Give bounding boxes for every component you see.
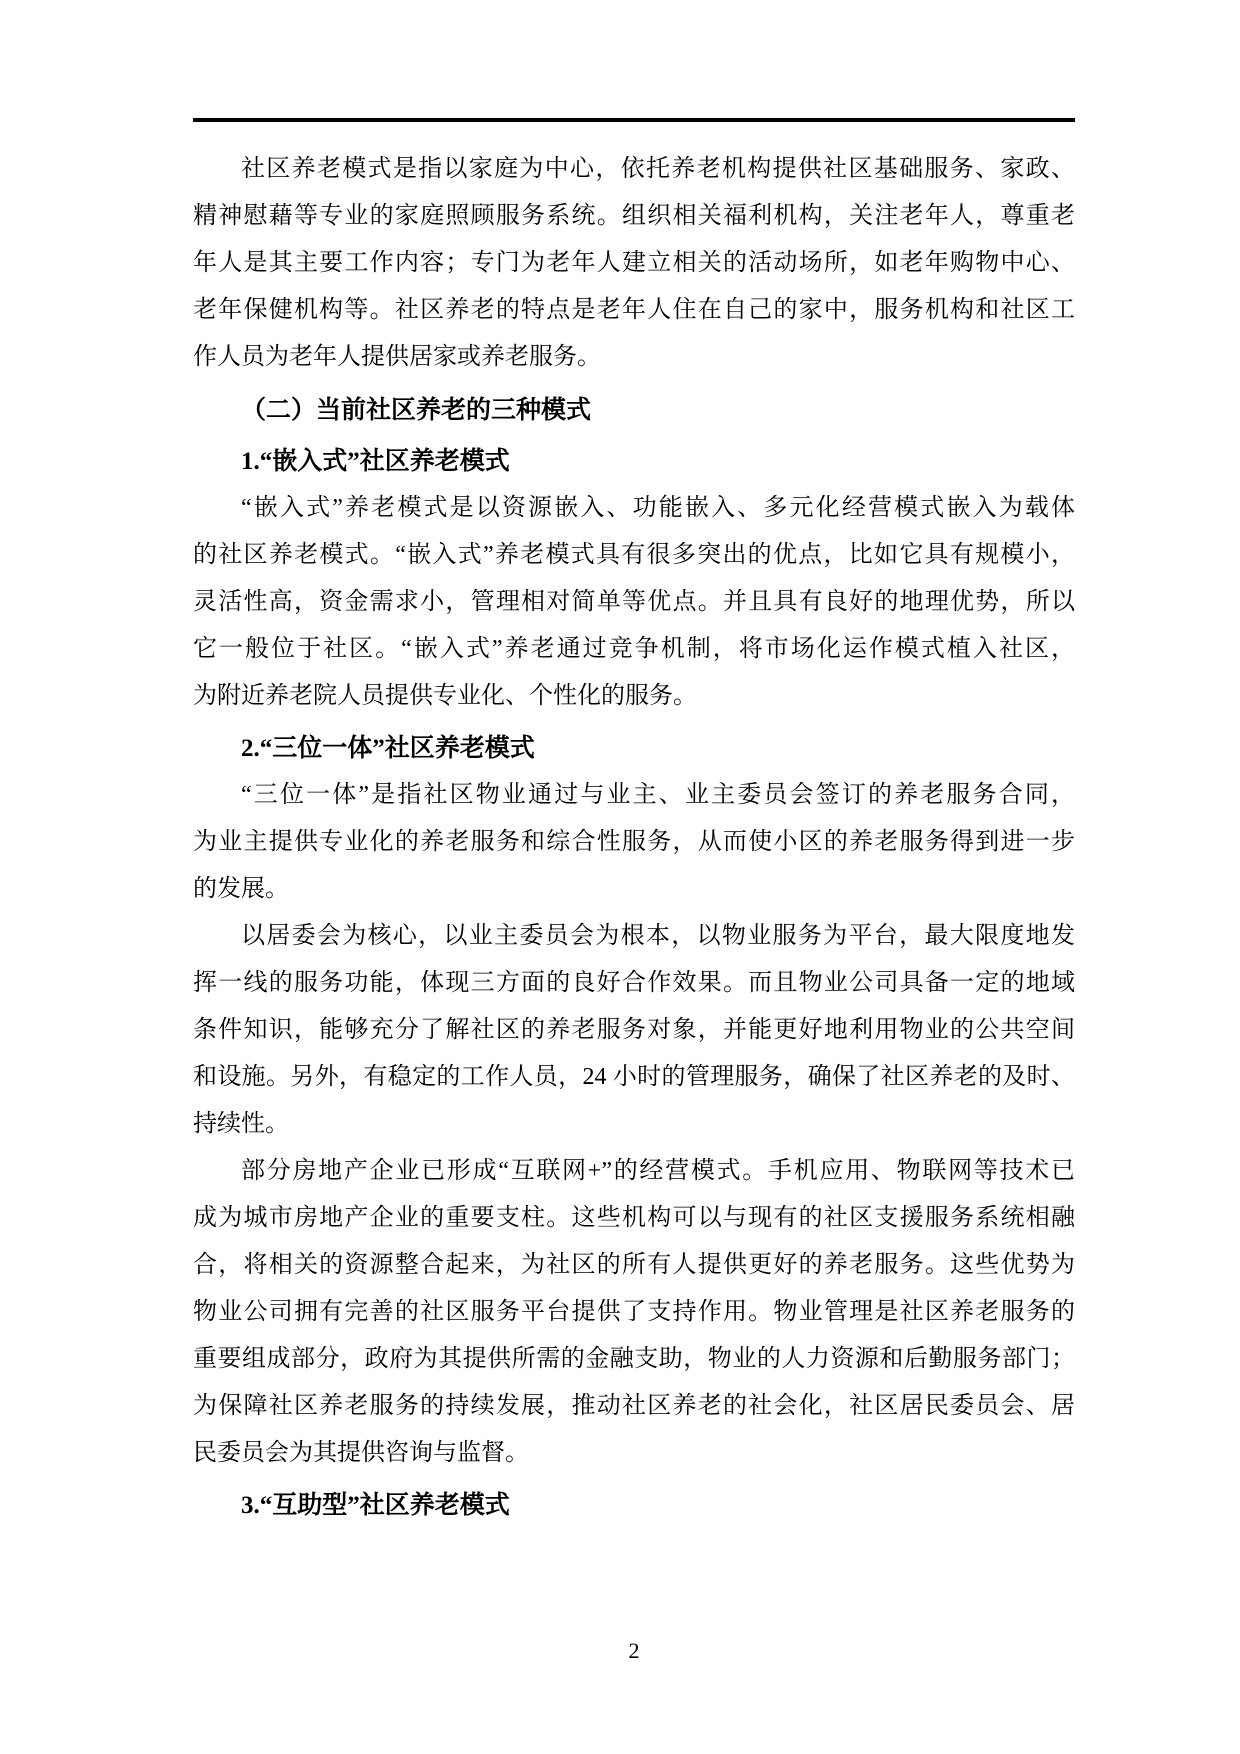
text-line: 持续性。 [193,1111,289,1137]
text-line: 合，将相关的资源整合起来，为社区的所有人提供更好的养老服务。这些优势为 [193,1252,1075,1278]
text-line: 的社区养老模式。“嵌入式”养老模式具有很多突出的优点，比如它具有规模小， [193,542,1075,568]
text-line: 年人是其主要工作内容；专门为老年人建立相关的活动场所，如老年购物中心、 [193,250,1075,276]
subsection-heading: 2.“三位一体”社区养老模式 [241,735,535,762]
text-line: 精神慰藉等专业的家庭照顾服务系统。组织相关福利机构，关注老年人，尊重老 [193,203,1075,229]
document-body [193,146,1075,1529]
text-line: 灵活性高，资金需求小，管理相对简单等优点。并且具有良好的地理优势，所以 [193,589,1075,615]
text-line: 为业主提供专业化的养老服务和综合性服务，从而使小区的养老服务得到进一步 [193,829,1075,855]
page-number: 2 [628,1638,640,1663]
text-line: 重要组成部分，政府为其提供所需的金融支助，物业的人力资源和后勤服务部门； [193,1346,1075,1372]
header-rule [193,118,1075,122]
text-line: 的发展。 [193,876,289,902]
text-line: 老年保健机构等。社区养老的特点是老年人住在自己的家中，服务机构和社区工 [193,297,1075,323]
text-line: 和设施。另外，有稳定的工作人员，24 小时的管理服务，确保了社区养老的及时、 [193,1064,1075,1090]
text-line: 成为城市房地产企业的重要支柱。这些机构可以与现有的社区支援服务系统相融 [193,1205,1075,1231]
text-line: 为附近养老院人员提供专业化、个性化的服务。 [193,683,697,709]
subsection-heading: 3.“互助型”社区养老模式 [241,1492,510,1519]
text-line: 以居委会为核心，以业主委员会为根本，以物业服务为平台，最大限度地发 [241,923,1075,949]
text-line: 条件知识，能够充分了解社区的养老服务对象，并能更好地利用物业的公共空间 [193,1017,1075,1043]
text-line: 物业公司拥有完善的社区服务平台提供了支持作用。物业管理是社区养老服务的 [193,1299,1075,1325]
text-line: 民委员会为其提供咨询与监督。 [193,1440,529,1466]
text-line: 挥一线的服务功能，体现三方面的良好合作效果。而且物业公司具备一定的地域 [193,970,1075,996]
section-heading: （二）当前社区养老的三种模式 [241,395,592,424]
text-line: 为保障社区养老服务的持续发展，推动社区养老的社会化，社区居民委员会、居 [193,1393,1075,1419]
text-line: 部分房地产企业已形成“互联网+”的经营模式。手机应用、物联网等技术已 [241,1158,1075,1184]
text-line: 它一般位于社区。“嵌入式”养老通过竞争机制，将市场化运作模式植入社区， [193,636,1075,662]
text-line: “嵌入式”养老模式是以资源嵌入、功能嵌入、多元化经营模式嵌入为载体 [241,495,1075,521]
text-line: “三位一体”是指社区物业通过与业主、业主委员会签订的养老服务合同， [241,782,1075,808]
text-line: 社区养老模式是指以家庭为中心，依托养老机构提供社区基础服务、家政、 [241,156,1075,182]
text-line: 作人员为老年人提供居家或养老服务。 [193,344,601,370]
subsection-heading: 1.“嵌入式”社区养老模式 [241,448,510,475]
